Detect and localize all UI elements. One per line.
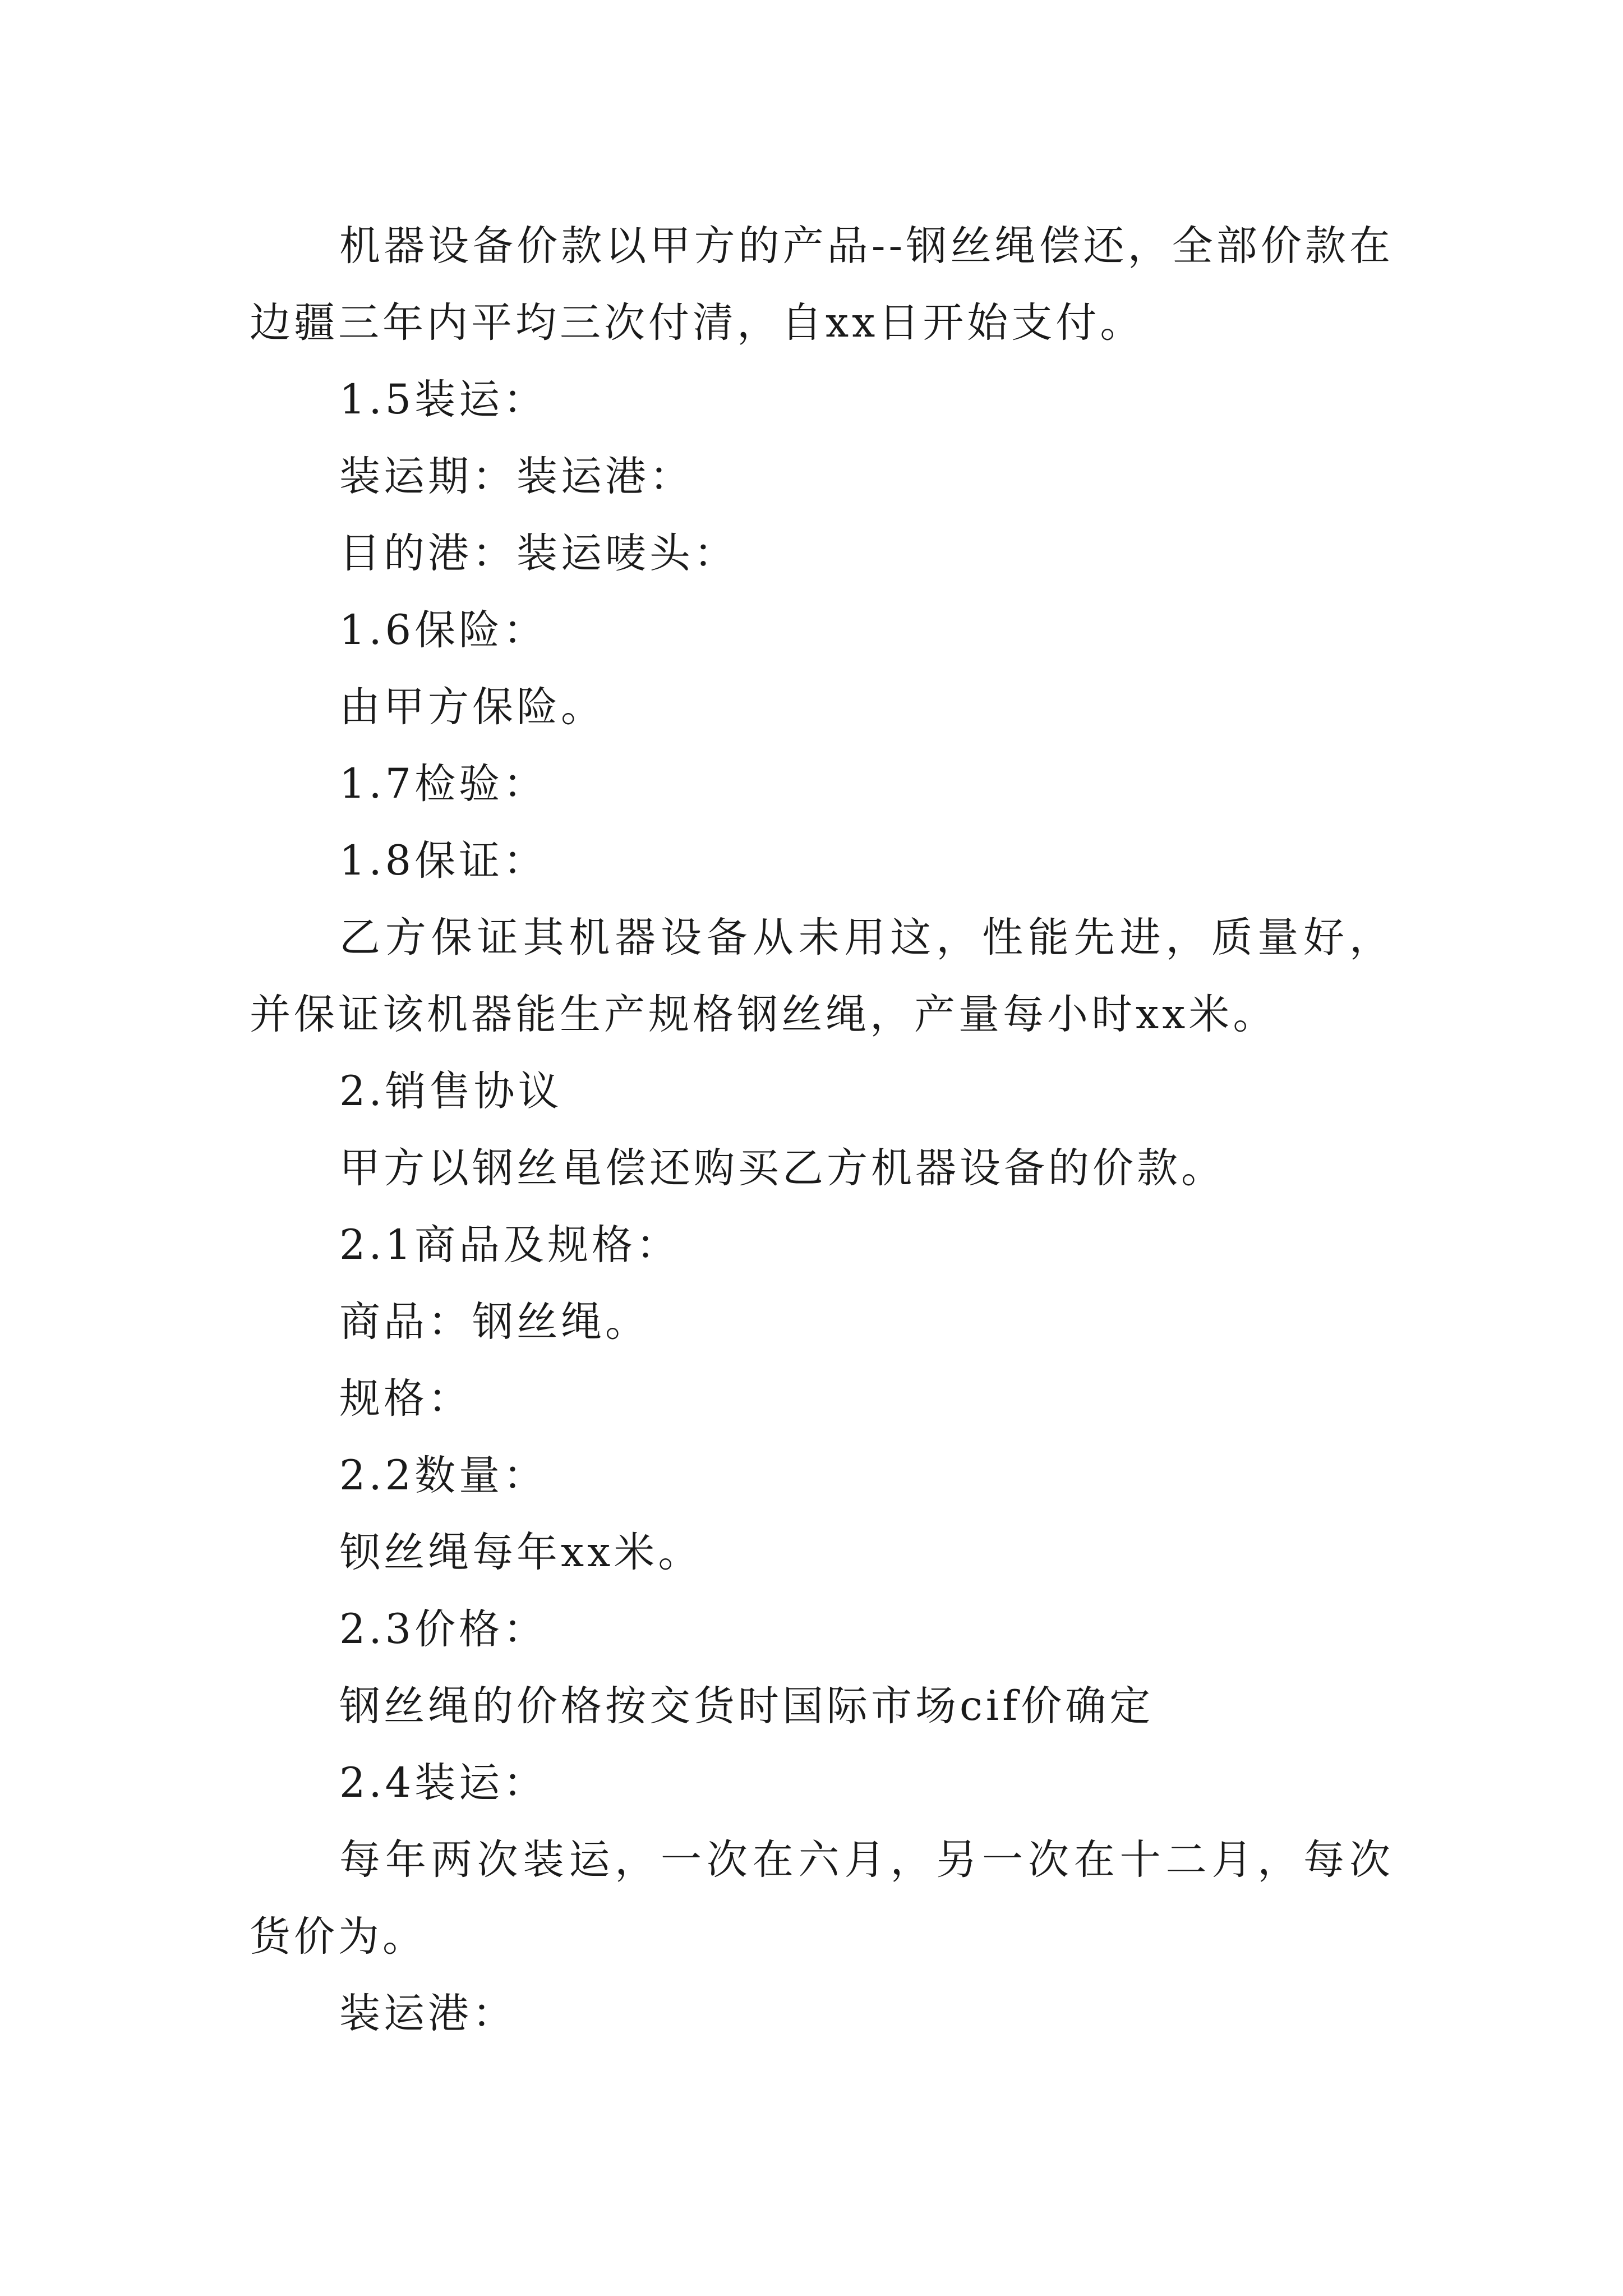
heading-2-3-price: 2.3价格： <box>339 1605 548 1653</box>
heading-2-1-goods-spec: 2.1商品及规格： <box>339 1221 681 1269</box>
paragraph-guarantee: 乙方保证其机器设备从未用这，性能先进，质量好，并保证该机器能生产规格钢丝绳，产量每小时xx米。 <box>250 914 1394 1038</box>
heading-1-7-inspection: 1.7检验： <box>339 760 548 808</box>
paragraph-shipment-period-port: 装运期：装运港： <box>339 453 694 500</box>
document-body <box>250 208 1394 2052</box>
paragraph-specification: 规格： <box>339 1375 472 1423</box>
heading-1-8-guarantee: 1.8保证： <box>339 837 548 885</box>
paragraph-port-of-shipment: 装运港： <box>339 1990 517 2037</box>
paragraph-price: 钢丝绳的价格按交货时国际市场cif价确定 <box>339 1682 1154 1730</box>
paragraph-payment-terms: 机器设备价款以甲方的产品--钢丝绳偿还，全部价款在边疆三年内平均三次付清，自xx日开始支付。 <box>250 222 1394 347</box>
heading-2-sales-agreement: 2.销售协议 <box>339 1068 562 1115</box>
heading-1-5-shipment: 1.5装运： <box>339 376 548 424</box>
paragraph-destination-marks: 目的港：装运唛头： <box>339 530 738 577</box>
heading-2-4-shipment: 2.4装运： <box>339 1759 548 1807</box>
paragraph-insurance: 由甲方保险。 <box>339 683 605 731</box>
heading-2-2-quantity: 2.2数量： <box>339 1452 548 1499</box>
paragraph-quantity: 钡丝绳每年xx米。 <box>339 1529 703 1576</box>
paragraph-shipment-schedule: 每年两次装运，一次在六月，另一次在十二月，每次货价为。 <box>250 1836 1394 1961</box>
paragraph-goods: 商品：钢丝绳。 <box>339 1298 649 1346</box>
heading-1-6-insurance: 1.6保险： <box>339 606 548 654</box>
paragraph-sales-agreement: 甲方以钢丝黾偿还购买乙方机器设备的价款。 <box>339 1144 1225 1192</box>
